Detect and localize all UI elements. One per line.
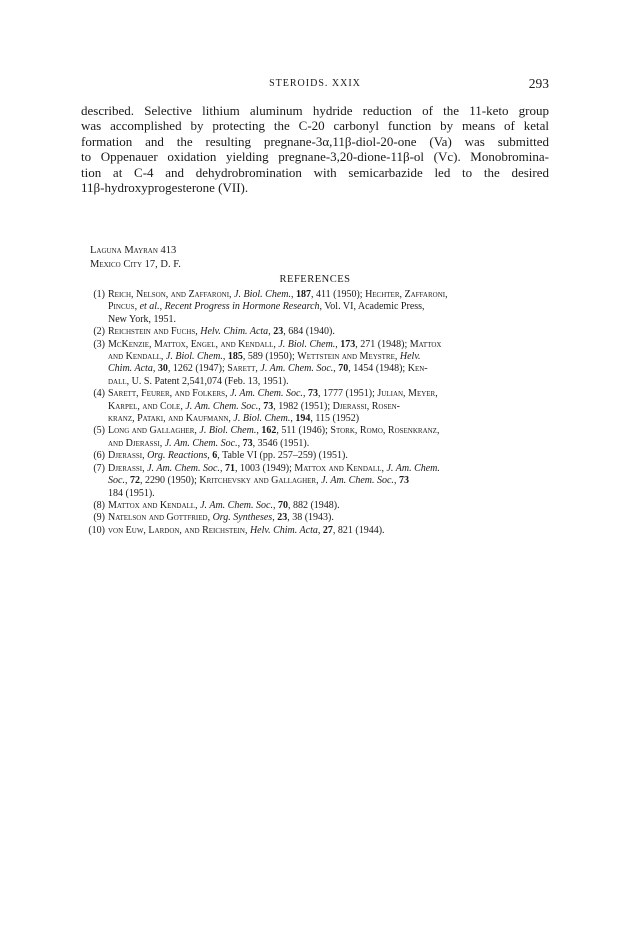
body-line: to Oppenauer oxidation yielding pregnane-3,20-dione-11β-ol (Vc). Monobromina- [81, 149, 549, 165]
reference-line: Pincus, et al., Recent Progress in Hormone Research, Vol. VI, Academic Press, [108, 301, 425, 313]
body-line: was accomplished by protecting the C-20 carbonyl function by means of ketal [81, 118, 549, 134]
reference-item [81, 450, 549, 462]
body-line: described. Selective lithium aluminum hydride reduction of the 11-keto group [81, 103, 549, 118]
page-number: 293 [528, 76, 549, 91]
reference-number: (7) [93, 462, 105, 474]
reference-item [81, 525, 549, 537]
reference-line: McKenzie, Mattox, Engel, and Kendall, J. Biol. Chem., 173, 271 (1948); Mattox [108, 338, 442, 350]
reference-line: von Euw, Lardon, and Reichstein, Helv. Chim. Acta, 27, 821 (1944). [108, 524, 385, 536]
reference-number: (10) [88, 524, 105, 536]
reference-line: Long and Gallagher, J. Biol. Chem., 162, 511 (1946); Stork, Romo, Rosenkranz, [108, 425, 440, 437]
reference-line: Karpel, and Cole, J. Am. Chem. Soc., 73, 1982 (1951); Djerassi, Rosen- [108, 400, 400, 412]
references-heading: REFERENCES [279, 274, 351, 285]
reference-line: Soc., 72, 2290 (1950); Kritchevsky and Gallagher, J. Am. Chem. Soc., 73 [108, 475, 409, 487]
reference-item [81, 339, 549, 389]
body-line: 11β-hydroxyprogesterone (VII). [81, 180, 249, 196]
reference-line: kranz, Pataki, and Kaufmann, J. Biol. Chem., 194, 115 (1952) [108, 413, 360, 425]
reference-item [81, 289, 549, 326]
reference-number: (8) [93, 499, 105, 511]
reference-line: 184 (1951). [108, 487, 155, 499]
reference-line: and Kendall, J. Biol. Chem., 185, 589 (1950); Wettstein and Meystre, Helv. [108, 351, 421, 363]
reference-line: Reich, Nelson, and Zaffaroni, J. Biol. Chem., 187, 411 (1950); Hechter, Zaffaroni, [108, 289, 448, 300]
address-line: Mexico City 17, D. F. [90, 259, 181, 270]
reference-line: Natelson and Gottfried, Org. Syntheses, 23, 38 (1943). [108, 512, 334, 524]
reference-line: New York, 1951. [108, 313, 177, 325]
reference-number: (9) [93, 512, 105, 524]
reference-line: Djerassi, J. Am. Chem. Soc., 71, 1003 (1949); Mattox and Kendall, J. Am. Chem. [108, 462, 440, 474]
body-paragraph [81, 103, 549, 195]
reference-item [81, 326, 549, 338]
running-head-title: STEROIDS. XXIX [269, 78, 361, 89]
body-line: formation and the resulting pregnane-3α,11β-diol-20-one (Va) was submitted [81, 133, 549, 149]
address-line: Laguna Mayran 413 [90, 245, 177, 256]
reference-line: dall, U. S. Patent 2,541,074 (Feb. 13, 1951). [108, 375, 289, 387]
reference-line: Mattox and Kendall, J. Am. Chem. Soc., 70, 882 (1948). [108, 499, 340, 511]
reference-line: Chim. Acta, 30, 1262 (1947); Sarett, J. Am. Chem. Soc., 70, 1454 (1948); Ken- [108, 363, 428, 375]
reference-number: (3) [93, 338, 105, 350]
reference-line: Sarett, Feurer, and Folkers, J. Am. Chem. Soc., 73, 1777 (1951); Julian, Meyer, [108, 388, 438, 400]
reference-number: (4) [93, 388, 105, 400]
reference-item [81, 425, 549, 450]
running-head [81, 76, 549, 92]
reference-item [81, 512, 549, 524]
reference-item [81, 388, 549, 425]
reference-line: Reichstein and Fuchs, Helv. Chim. Acta, 23, 684 (1940). [108, 326, 335, 338]
references-list [81, 289, 549, 537]
reference-number: (2) [93, 326, 105, 338]
author-address [90, 244, 181, 272]
reference-item [81, 500, 549, 512]
reference-line: Djerassi, Org. Reactions, 6, Table VI (pp. 257–259) (1951). [108, 450, 348, 462]
reference-number: (5) [93, 425, 105, 437]
body-line: tion at C-4 and dehydrobromination with semicarbazide led to the desired [81, 164, 549, 180]
reference-line: and Djerassi, J. Am. Chem. Soc., 73, 3546 (1951). [108, 437, 310, 449]
reference-number: (6) [93, 450, 105, 462]
reference-item [81, 463, 549, 500]
reference-number: (1) [93, 289, 105, 300]
